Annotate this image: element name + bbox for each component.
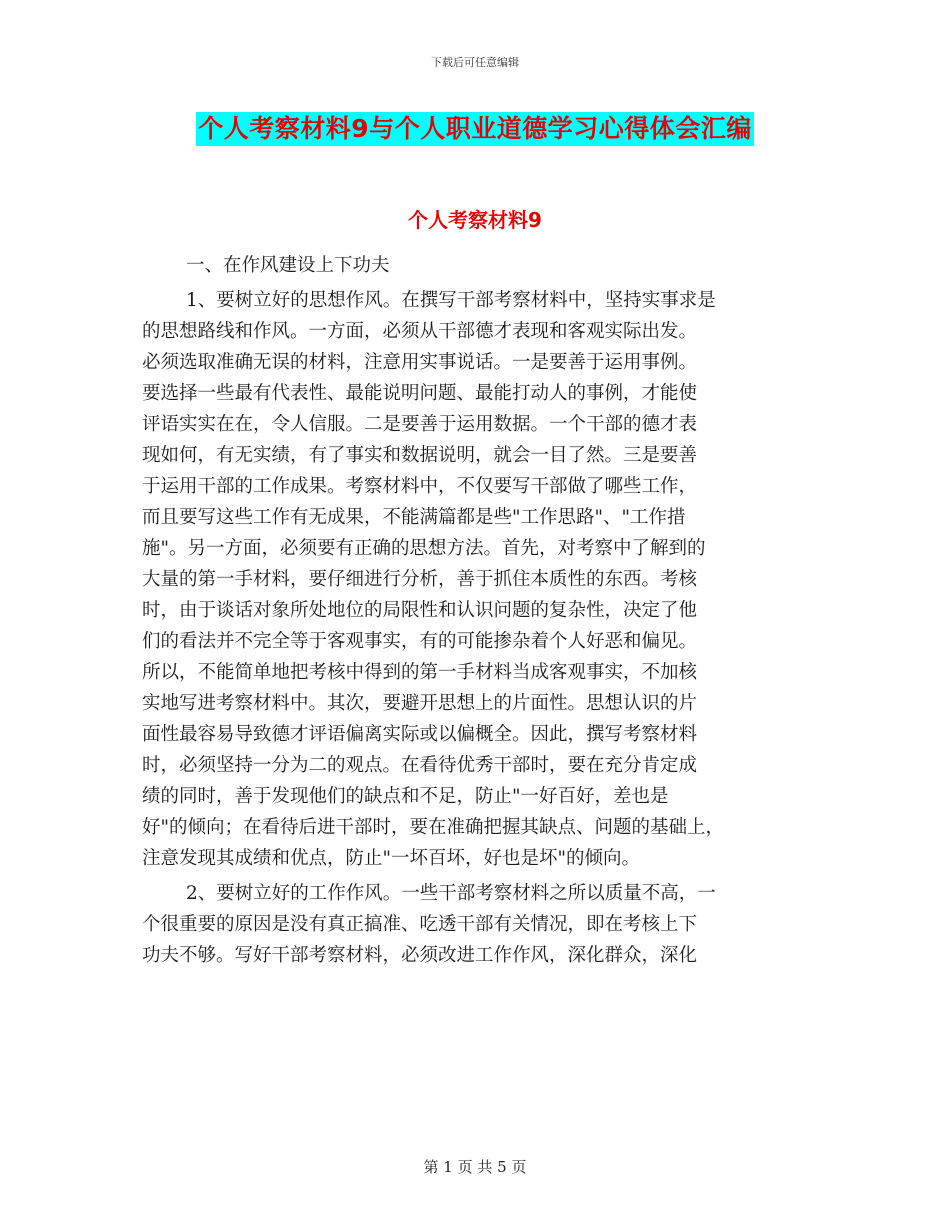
section-title: 个人考察材料9 [408, 208, 542, 232]
text-line: 绩的同时，善于发现他们的缺点和不足，防止"一好百好，差也是 [142, 786, 669, 807]
footer-mid: 页 共 [457, 1158, 493, 1176]
heading-line: 一、在作风建设上下功夫 [186, 255, 390, 276]
footer-suffix: 页 [511, 1158, 527, 1176]
text-line: 而且要写这些工作有无成果，不能满篇都是些"工作思路"、"工作措 [142, 507, 686, 528]
text-line: 个很重要的原因是没有真正搞准、吃透干部有关情况，即在考核上下 [142, 914, 698, 935]
main-title: 个人考察材料9与个人职业道德学习心得体会汇编 [196, 112, 753, 146]
footer-prefix: 第 [423, 1158, 439, 1176]
footer-current-page: 1 [443, 1158, 453, 1176]
text-line: 2、要树立好的工作作风。一些干部考察材料之所以质量不高，一 [186, 883, 716, 904]
main-title-wrap [0, 112, 950, 146]
text-line: 要选择一些最有代表性、最能说明问题、最能打动人的事例，才能使 [142, 383, 698, 404]
text-line: 1、要树立好的思想作风。在撰写干部考察材料中，坚持实事求是 [186, 290, 716, 311]
text-line: 时，必须坚持一分为二的观点。在看待优秀干部时，要在充分肯定成 [142, 755, 698, 776]
paragraph-2 [142, 878, 814, 971]
text-line: 功夫不够。写好干部考察材料，必须改进工作作风，深化群众，深化 [142, 945, 698, 966]
text-line: 面性最容易导致德才评语偏离实际或以偏概全。因此，撰写考察材料 [142, 724, 698, 745]
body-text [142, 250, 814, 971]
text-line: 现如何，有无实绩，有了事实和数据说明，就会一目了然。三是要善 [142, 445, 698, 466]
text-line: 施"。另一方面，必须要有正确的思想方法。首先，对考察中了解到的 [142, 538, 706, 559]
header-note: 下载后可任意编辑 [431, 56, 519, 69]
text-line: 所以，不能简单地把考核中得到的第一手材料当成客观事实，不加核 [142, 662, 698, 683]
text-line: 的思想路线和作风。一方面，必须从干部德才表现和客观实际出发。 [142, 321, 698, 342]
text-line: 于运用干部的工作成果。考察材料中，不仅要写干部做了哪些工作， [142, 476, 698, 497]
text-line: 时，由于谈话对象所处地位的局限性和认识问题的复杂性，决定了他 [142, 600, 698, 621]
text-line: 大量的第一手材料，要仔细进行分析，善于抓住本质性的东西。考核 [142, 569, 698, 590]
text-line: 们的看法并不完全等于客观事实，有的可能掺杂着个人好恶和偏见。 [142, 631, 698, 652]
footer-total-pages: 5 [497, 1158, 507, 1176]
paragraph-1 [142, 285, 814, 874]
text-line: 必须选取准确无误的材料，注意用实事说话。一是要善于运用事例。 [142, 352, 698, 373]
text-line: 评语实实在在，令人信服。二是要善于运用数据。一个干部的德才表 [142, 414, 698, 435]
text-line: 好"的倾向；在看待后进干部时，要在准确把握其缺点、问题的基础上， [142, 817, 725, 838]
text-line: 注意发现其成绩和优点，防止"一坏百坏，好也是坏"的倾向。 [142, 848, 641, 869]
text-line: 实地写进考察材料中。其次，要避开思想上的片面性。思想认识的片 [142, 693, 698, 714]
page-footer [0, 1156, 950, 1177]
